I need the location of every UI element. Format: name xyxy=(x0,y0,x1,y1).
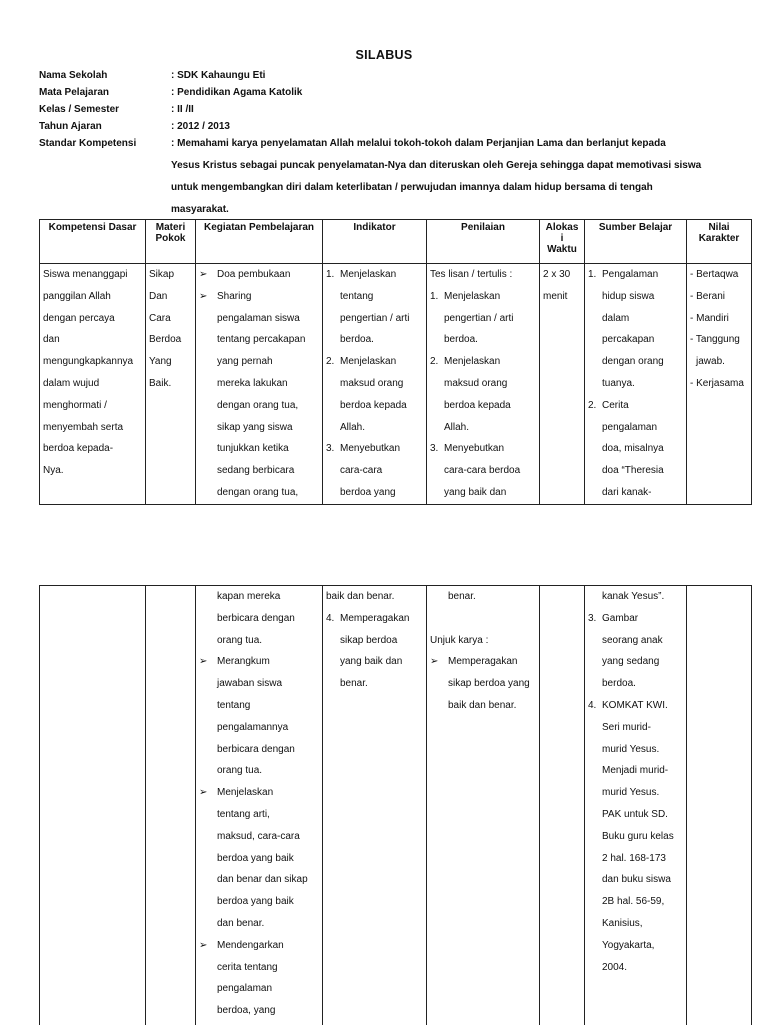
list-number: 3. xyxy=(588,612,597,624)
cell-line xyxy=(326,329,423,351)
cell-line xyxy=(326,651,423,673)
cell-text: Seri murid- xyxy=(602,721,651,733)
cell-line xyxy=(199,373,319,395)
header-kompetensi-dasar: Kompetensi Dasar xyxy=(40,220,146,264)
header-line: Materi xyxy=(155,222,186,233)
meta-value: : 2012 / 2013 xyxy=(171,121,230,132)
cell-text: 2 hal. 168-173 xyxy=(602,852,666,864)
cell-text: yang baik dan xyxy=(340,656,403,668)
cell-text: dalam xyxy=(602,312,630,324)
cell-sumber-belajar xyxy=(585,264,687,505)
cell-text: 2B hal. 56-59, xyxy=(602,896,665,908)
cell-line xyxy=(588,891,683,913)
cell-text: tentang xyxy=(217,699,251,711)
header-kegiatan: Kegiatan Pembelajaran xyxy=(196,220,323,264)
cell-line: - Berani xyxy=(690,290,726,302)
meta-value: : SDK Kahaungu Eti xyxy=(171,70,266,81)
cell-text: berdoa. xyxy=(340,334,374,346)
bullet-arrow-icon: ➢ xyxy=(199,939,208,951)
cell-text: murid Yesus. xyxy=(602,787,660,799)
cell-line xyxy=(199,651,319,673)
cell-text: Menjelaskan xyxy=(444,290,501,302)
cell-line xyxy=(199,848,319,870)
cell-text: Unjuk karya : xyxy=(430,634,489,646)
bullet-arrow-icon: ➢ xyxy=(199,656,208,668)
list-number: 2. xyxy=(326,356,335,368)
list-number: 1. xyxy=(430,290,439,302)
cell-text: pengalamannya xyxy=(217,721,289,733)
cell-line xyxy=(588,848,683,870)
cell-line xyxy=(326,630,423,652)
meta-value: : II /II xyxy=(171,104,194,115)
cell-line: dalam wujud xyxy=(43,377,100,389)
cell-line xyxy=(326,286,423,308)
meta-label: Nama Sekolah xyxy=(39,70,108,81)
cell-kegiatan xyxy=(196,586,323,1025)
cell-text: pengertian / arti xyxy=(444,312,514,324)
cell-line: berdoa kepada- xyxy=(43,443,114,455)
cell-line: menyembah serta xyxy=(43,421,124,433)
cell-line xyxy=(199,673,319,695)
cell-text: yang pernah xyxy=(217,356,273,368)
cell-line xyxy=(199,286,319,308)
cell-text: cerita tentang xyxy=(217,961,278,973)
cell-line xyxy=(588,695,683,717)
cell-text: dan benar. xyxy=(217,917,265,929)
cell-text: Memperagakan xyxy=(448,656,518,668)
cell-text: maksud, cara-cara xyxy=(217,830,300,842)
cell-line: - Mandiri xyxy=(690,312,729,324)
cell-line xyxy=(199,804,319,826)
standar-kompetensi xyxy=(39,135,729,215)
cell-line xyxy=(588,717,683,739)
list-number: 2. xyxy=(588,399,597,411)
cell-text: berdoa, yang xyxy=(217,1005,276,1017)
cell-text: pengertian / arti xyxy=(340,312,410,324)
cell-line xyxy=(199,1000,319,1022)
list-number: 3. xyxy=(430,443,439,455)
header-materi-pokok xyxy=(146,220,196,264)
cell-text: Allah. xyxy=(444,421,470,433)
cell-penilaian xyxy=(427,586,540,1025)
cell-line xyxy=(588,804,683,826)
cell-text: hidup siswa xyxy=(602,290,655,302)
cell-line xyxy=(430,651,536,673)
cell-line xyxy=(199,913,319,935)
cell-line xyxy=(199,308,319,330)
cell-line xyxy=(588,395,683,417)
cell-text: maksud orang xyxy=(340,377,404,389)
cell-indikator xyxy=(323,586,427,1025)
cell-line xyxy=(326,264,423,286)
cell-text: tuanya. xyxy=(602,377,635,389)
cell-line xyxy=(430,673,536,695)
cell-line xyxy=(199,957,319,979)
cell-line xyxy=(199,978,319,1000)
cell-alokasi-waktu xyxy=(540,264,585,505)
cell-line xyxy=(588,739,683,761)
cell-line xyxy=(199,264,319,286)
cell-penilaian xyxy=(427,264,540,505)
header-alokasi-waktu xyxy=(540,220,585,264)
meta-label: Mata Pelajaran xyxy=(39,87,110,98)
cell-line xyxy=(199,869,319,891)
cell-text: dan buku siswa xyxy=(602,874,671,886)
bullet-arrow-icon: ➢ xyxy=(430,656,439,668)
header-sumber-belajar: Sumber Belajar xyxy=(585,220,687,264)
standar-line: : Memahami karya penyelamatan Allah melalui tokoh-tokoh dalam Perjanjian Lama dan berlanjut kepada xyxy=(171,138,666,149)
cell-line: Baik. xyxy=(149,377,172,389)
cell-text: pengalaman xyxy=(217,983,273,995)
cell-line: - Tanggung xyxy=(690,334,740,346)
cell-line xyxy=(326,460,423,482)
header-line: Pokok xyxy=(155,233,186,244)
meta-label: Tahun Ajaran xyxy=(39,121,102,132)
cell-kompetensi-dasar xyxy=(40,586,146,1025)
cell-line xyxy=(430,482,536,504)
cell-text: orang tua. xyxy=(217,765,263,777)
cell-line xyxy=(199,760,319,782)
cell-line xyxy=(326,417,423,439)
cell-line xyxy=(326,586,423,608)
cell-nilai-karakter xyxy=(687,586,752,1025)
cell-line xyxy=(430,373,536,395)
cell-text: kanak Yesus”. xyxy=(602,591,665,602)
cell-materi-pokok xyxy=(146,586,196,1025)
cell-text: Cerita xyxy=(602,399,629,411)
cell-text: Kanisius, xyxy=(602,917,643,929)
cell-line: menit xyxy=(543,290,568,302)
cell-text: benar. xyxy=(340,678,368,690)
list-number: 4. xyxy=(326,612,335,624)
cell-line xyxy=(430,308,536,330)
list-number: 2. xyxy=(430,356,439,368)
cell-line xyxy=(430,438,536,460)
cell-text: Menjadi murid- xyxy=(602,765,669,777)
cell-line xyxy=(199,351,319,373)
cell-text: berdoa. xyxy=(602,678,636,690)
cell-line: 2 x 30 xyxy=(543,269,571,280)
meta-row-year xyxy=(39,118,729,135)
cell-line xyxy=(430,460,536,482)
cell-text: dengan orang xyxy=(602,356,664,368)
meta-value: : Pendidikan Agama Katolik xyxy=(171,87,303,98)
syllabus-table-page2 xyxy=(39,585,752,1025)
cell-text: Gambar xyxy=(602,612,639,624)
header-line: Alokas xyxy=(545,222,579,233)
cell-nilai-karakter xyxy=(687,264,752,505)
cell-kegiatan xyxy=(196,264,323,505)
cell-text: dengan orang tua, xyxy=(217,399,299,411)
header-penilaian: Penilaian xyxy=(427,220,540,264)
cell-text: berdoa yang baik xyxy=(217,896,294,908)
cell-line xyxy=(588,351,683,373)
cell-line: Yang xyxy=(149,356,172,368)
cell-line xyxy=(199,695,319,717)
cell-line xyxy=(430,329,536,351)
cell-text: pengalaman xyxy=(602,421,658,433)
cell-indikator xyxy=(323,264,427,505)
meta-row-school xyxy=(39,67,729,84)
cell-line xyxy=(588,651,683,673)
cell-text: cara-cara xyxy=(340,465,383,477)
cell-line: Nya. xyxy=(43,465,64,477)
cell-line xyxy=(199,460,319,482)
cell-text: doa “Theresia xyxy=(602,465,664,477)
cell-line xyxy=(199,739,319,761)
cell-line xyxy=(326,373,423,395)
cell-text: Menjelaskan xyxy=(340,269,397,280)
syllabus-table-page1 xyxy=(39,219,752,505)
meta-label: Kelas / Semester xyxy=(39,104,120,115)
cell-line xyxy=(326,438,423,460)
cell-text: doa, misalnya xyxy=(602,443,664,455)
standar-line: Yesus Kristus sebagai puncak penyelamatan-Nya dan diteruskan oleh Gereja sehingga dapat memotivasi siswa xyxy=(171,160,702,171)
cell-line: - Bertaqwa xyxy=(690,269,739,280)
header-line: Waktu xyxy=(547,244,577,255)
cell-line xyxy=(199,586,319,608)
cell-text: Buku guru kelas xyxy=(602,830,674,842)
cell-text: dengan orang tua, xyxy=(217,486,299,498)
cell-line xyxy=(326,351,423,373)
cell-text: sikap berdoa yang xyxy=(448,678,530,690)
cell-line xyxy=(588,630,683,652)
list-number: 1. xyxy=(326,269,335,280)
header-nilai-karakter xyxy=(687,220,752,264)
cell-text: PAK untuk SD. xyxy=(602,808,668,820)
cell-line xyxy=(199,935,319,957)
cell-text: jawaban siswa xyxy=(217,678,283,690)
cell-line: menghormati / xyxy=(43,399,107,411)
cell-text: berdoa. xyxy=(444,334,478,346)
cell-text: sikap berdoa xyxy=(340,634,398,646)
meta-label: Standar Kompetensi xyxy=(39,138,137,149)
cell-text: Tes lisan / tertulis : xyxy=(430,269,513,280)
cell-text: baik dan benar. xyxy=(448,699,517,711)
syllabus-meta xyxy=(39,67,729,215)
cell-text: maksud orang xyxy=(444,377,508,389)
cell-line: jawab. xyxy=(696,356,725,368)
document-title: SILABUS xyxy=(355,48,413,62)
cell-text: berbicara dengan xyxy=(217,743,295,755)
cell-line xyxy=(588,608,683,630)
cell-line xyxy=(326,673,423,695)
cell-text: Merangkum xyxy=(217,656,270,668)
cell-kompetensi-dasar xyxy=(40,264,146,505)
cell-line xyxy=(430,351,536,373)
cell-line: dengan percaya xyxy=(43,312,115,324)
cell-line xyxy=(588,957,683,979)
cell-line xyxy=(199,482,319,504)
cell-line: Cara xyxy=(149,312,171,324)
cell-line xyxy=(430,608,536,630)
cell-text: Doa pembukaan xyxy=(217,269,291,280)
cell-line: dan xyxy=(43,334,60,346)
cell-line xyxy=(588,673,683,695)
cell-line: - Kerjasama xyxy=(690,377,744,389)
cell-line xyxy=(588,913,683,935)
bullet-arrow-icon: ➢ xyxy=(199,787,208,799)
cell-text: berdoa kepada xyxy=(340,399,407,411)
cell-line xyxy=(588,482,683,504)
cell-line xyxy=(588,438,683,460)
cell-line xyxy=(430,630,536,652)
cell-sumber-belajar xyxy=(585,586,687,1025)
cell-line xyxy=(199,630,319,652)
cell-line xyxy=(199,891,319,913)
cell-line xyxy=(588,760,683,782)
cell-alokasi-waktu xyxy=(540,586,585,1025)
header-line: Nilai xyxy=(708,222,730,233)
cell-line xyxy=(199,329,319,351)
cell-line xyxy=(588,373,683,395)
header-line: Karakter xyxy=(698,233,740,244)
cell-line xyxy=(588,460,683,482)
cell-line xyxy=(326,395,423,417)
cell-text: yang baik dan xyxy=(444,486,507,498)
cell-text: Memperagakan xyxy=(340,612,410,624)
cell-text: sikap yang siswa xyxy=(217,421,293,433)
cell-text: Menjelaskan xyxy=(340,356,397,368)
cell-text: dan benar dan sikap xyxy=(217,874,308,886)
cell-text: berdoa kepada xyxy=(444,399,511,411)
cell-line xyxy=(430,395,536,417)
cell-line xyxy=(326,308,423,330)
cell-line xyxy=(430,586,536,608)
cell-text: mereka lakukan xyxy=(217,377,288,389)
cell-text: tentang xyxy=(340,290,374,302)
cell-line xyxy=(588,782,683,804)
cell-text: tunjukkan ketika xyxy=(217,443,289,455)
cell-text: berbicara dengan xyxy=(217,612,295,624)
cell-line xyxy=(199,608,319,630)
cell-text: 2004. xyxy=(602,961,628,973)
cell-text: berdoa yang xyxy=(340,486,396,498)
cell-materi-pokok xyxy=(146,264,196,505)
cell-line: Siswa menanggapi xyxy=(43,269,128,280)
cell-text: murid Yesus. xyxy=(602,743,660,755)
cell-text: tentang percakapan xyxy=(217,334,306,346)
cell-line: Berdoa xyxy=(149,334,182,346)
bullet-arrow-icon: ➢ xyxy=(199,269,208,280)
list-number: 1. xyxy=(588,269,597,280)
bullet-arrow-icon: ➢ xyxy=(199,290,208,302)
cell-line xyxy=(430,264,536,286)
standar-line: masyarakat. xyxy=(171,204,229,215)
cell-line xyxy=(199,782,319,804)
cell-line xyxy=(430,286,536,308)
cell-line: mengungkapkannya xyxy=(43,356,134,368)
cell-line xyxy=(588,264,683,286)
cell-text: KOMKAT KWI. xyxy=(602,699,668,711)
cell-line xyxy=(199,826,319,848)
cell-line: Dan xyxy=(149,290,168,302)
cell-line xyxy=(199,717,319,739)
cell-text: Yogyakarta, xyxy=(602,939,655,951)
cell-line xyxy=(326,608,423,630)
cell-text: sedang berbicara xyxy=(217,465,295,477)
cell-line xyxy=(588,869,683,891)
cell-text: baik dan benar. xyxy=(326,591,395,602)
meta-row-class xyxy=(39,101,729,118)
cell-text: orang tua. xyxy=(217,634,263,646)
cell-text: Menjelaskan xyxy=(444,356,501,368)
cell-line xyxy=(430,695,536,717)
cell-text: Menyebutkan xyxy=(444,443,505,455)
cell-text: Mendengarkan xyxy=(217,939,284,951)
cell-text: cara-cara berdoa xyxy=(444,465,521,477)
cell-text: dari kanak- xyxy=(602,486,652,498)
list-number: 3. xyxy=(326,443,335,455)
cell-text: yang sedang xyxy=(602,656,660,668)
cell-line xyxy=(588,286,683,308)
cell-text: Sharing xyxy=(217,290,252,302)
cell-line xyxy=(199,417,319,439)
cell-text: Pengalaman xyxy=(602,269,659,280)
cell-line xyxy=(199,438,319,460)
cell-text: percakapan xyxy=(602,334,655,346)
cell-text: berdoa yang baik xyxy=(217,852,294,864)
cell-text: pengalaman siswa xyxy=(217,312,300,324)
cell-text: Allah. xyxy=(340,421,366,433)
cell-line xyxy=(588,417,683,439)
cell-line xyxy=(588,308,683,330)
header-line: i xyxy=(560,233,564,244)
cell-text: Menyebutkan xyxy=(340,443,401,455)
cell-line xyxy=(588,826,683,848)
cell-line xyxy=(326,482,423,504)
list-number: 4. xyxy=(588,699,597,711)
cell-line: panggilan Allah xyxy=(43,290,111,302)
cell-text: kapan mereka xyxy=(217,591,281,602)
meta-row-subject xyxy=(39,84,729,101)
header-indikator: Indikator xyxy=(323,220,427,264)
cell-line xyxy=(199,395,319,417)
cell-line xyxy=(588,586,683,608)
standar-line: untuk mengembangkan diri dalam keterlibatan / perwujudan imannya dalam hidup bersama di tengah xyxy=(171,182,653,193)
cell-text: tentang arti, xyxy=(217,808,270,820)
cell-text: Menjelaskan xyxy=(217,787,274,799)
cell-line xyxy=(430,417,536,439)
cell-line: Sikap xyxy=(149,269,175,280)
cell-text: benar. xyxy=(448,591,476,602)
cell-text: seorang anak xyxy=(602,634,663,646)
cell-line xyxy=(588,329,683,351)
cell-line xyxy=(588,935,683,957)
